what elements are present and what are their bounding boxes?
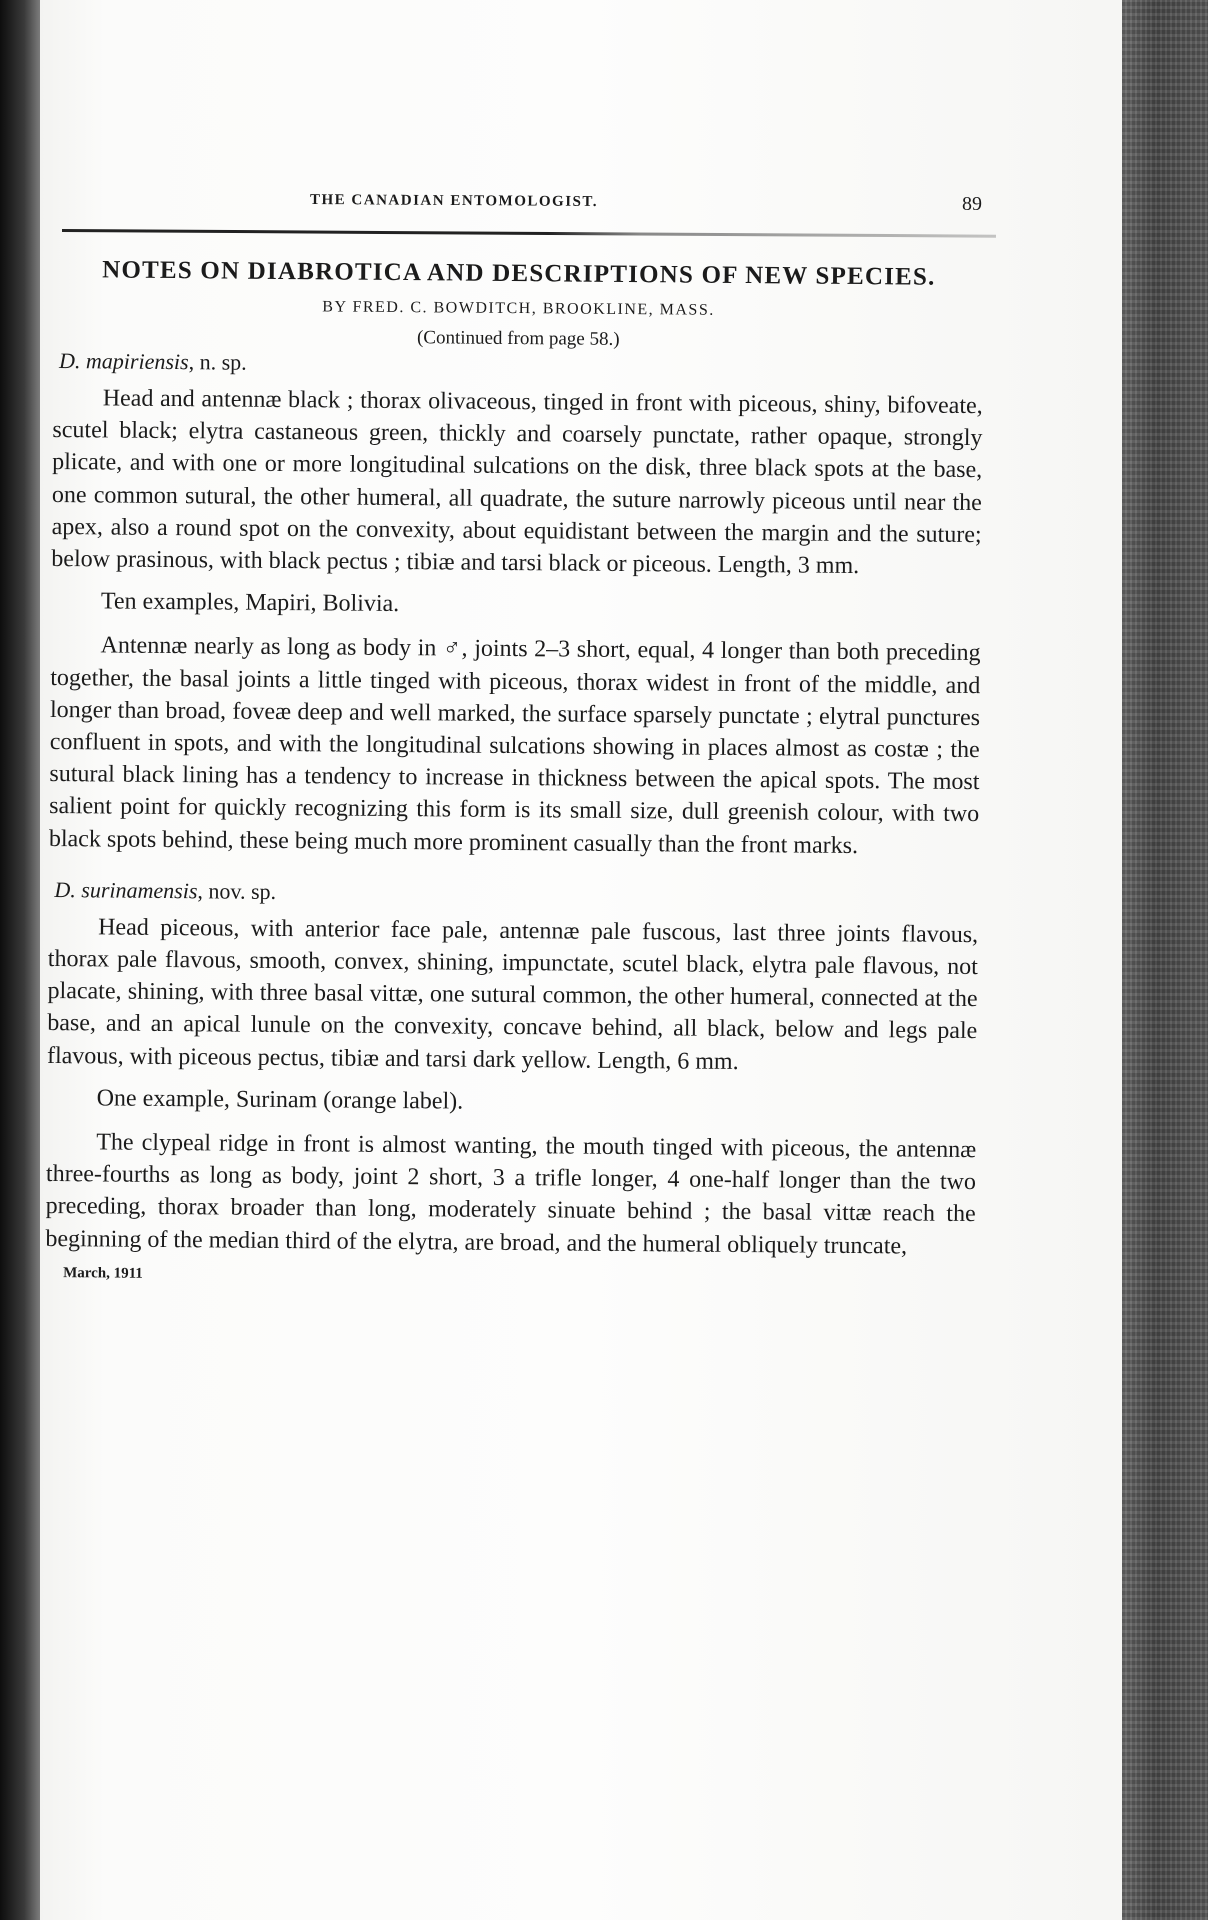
- specimen-record: One example, Surinam (orange label).: [96, 1085, 464, 1115]
- species-description: Head and antennæ black ; thorax olivaceous, tinged in front with piceous, shiny, bifoveate, scutel black; elytra castaneous green, thickly and coarsely punctate, rather opaque, strongly plicate, and with one or more longitudinal sulcations on the disk, three black spots at the base, one common sutural, the other humeral, all quadrate, the suture narrowly piceous until near the apex, also a round spot on the convexity, about equidistant between the margin and the suture; below prasinous, with black pectus ; tibiæ and tarsi black or piceous. Length, 3 mm.: [51, 385, 983, 580]
- book-binding-shadow: [0, 0, 44, 1920]
- article-title: NOTES ON DIABROTICA AND DESCRIPTIONS OF NEW SPECIES.: [102, 256, 936, 291]
- continued-note: (Continued from page 58.): [416, 327, 620, 350]
- species-description: Head piceous, with anterior face pale, antennæ pale fuscous, last three joints flavous, thorax pale flavous, smooth, convex, shining, impunctate, scutel black, elytra pale flavous, not placate, shining, with three basal vittæ, one sutural common, the other humeral, connected at the base, and an apical lunule on the convexity, concave behind, all black, below and legs pale flavous, with piceous pectus, tibiæ and tarsi dark yellow. Length, 6 mm.: [46, 914, 979, 1075]
- species-name: D. surinamensis: [54, 876, 198, 904]
- species-status: , nov. sp.: [197, 878, 277, 904]
- species-heading: [59, 348, 983, 382]
- species-remarks: The clypeal ridge in front is almost wanting, the mouth tinged with piceous, the antennæ three-fourths as long as body, joint 2 short, 3 a trifle longer, 4 one-half longer than the two preceding, thorax broader than long, moderately sinuate behind ; the basal vittæ reach the beginning of the median third of the elytra, are broad, and the humeral obliquely truncate,: [45, 1129, 977, 1260]
- article-body: [45, 256, 984, 1290]
- journal-page: [40, 0, 1122, 1920]
- species-status: , n. sp.: [188, 349, 247, 375]
- page-number: 89: [962, 193, 982, 215]
- article-byline: BY FRED. C. BOWDITCH, BROOKLINE, MASS.: [322, 298, 715, 319]
- header-rule: [62, 229, 996, 238]
- scan-dark-margin: [1120, 0, 1208, 1920]
- specimen-record: Ten examples, Mapiri, Bolivia.: [100, 588, 400, 618]
- species-name: D. mapiriensis: [58, 348, 189, 375]
- running-head: THE CANADIAN ENTOMOLOGIST.: [309, 191, 599, 211]
- issue-date: March, 1911: [63, 1264, 143, 1282]
- species-remarks: Antennæ nearly as long as body in ♂, joints 2–3 short, equal, 4 longer than both preceding together, the basal joints a little tinged with piceous, thorax widest in front of the middle, and longer than broad, foveæ deep and well marked, the surface sparsely punctate ; elytral punctures confluent in spots, and with the longitudinal sulcations showing in places almost as costæ ; the sutural black lining has a tendency to increase in thickness between the apical spots. The most salient point for quickly recognizing this form is its small size, dull greenish colour, with two black spots behind, these being much more prominent casually than the front marks.: [48, 632, 981, 859]
